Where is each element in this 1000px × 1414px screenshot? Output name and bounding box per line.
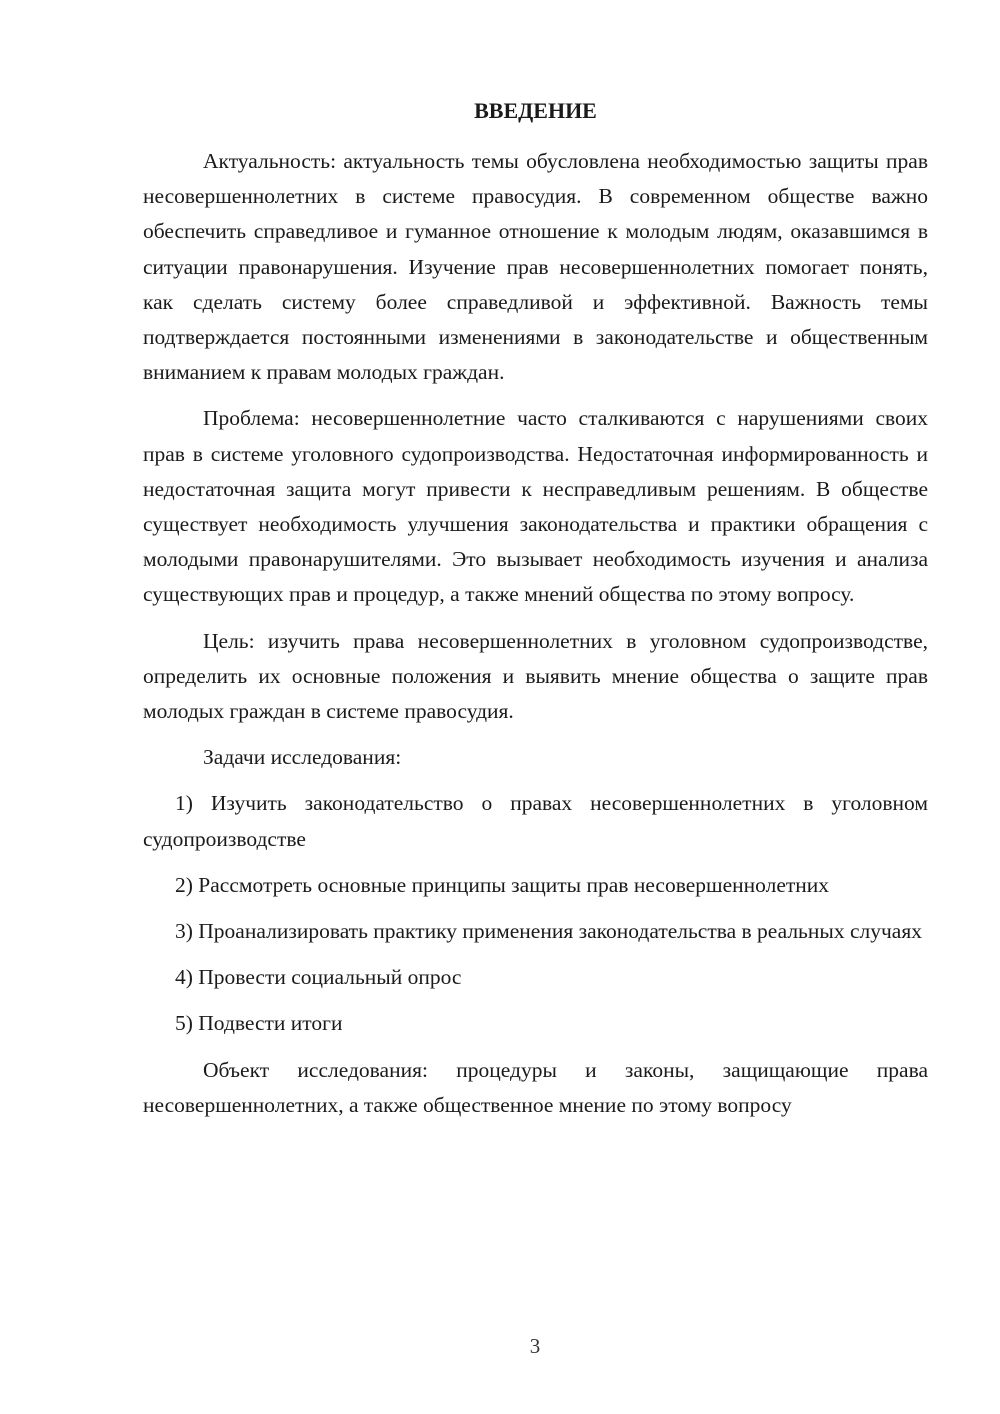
task-item-5: 5) Подвести итоги xyxy=(175,1011,343,1036)
paragraph-object: Объект исследования: процедуры и законы, защищающие права несовершеннолетних, а также общественное мнение по этому вопросу xyxy=(143,1057,928,1117)
task-item-4: 4) Провести социальный опрос xyxy=(175,965,462,990)
task-item-2: 2) Рассмотреть основные принципы защиты прав несовершеннолетних xyxy=(175,872,830,897)
paragraph-goal: Цель: изучить права несовершеннолетних в уголовном судопроизводстве, определить их основные положения и выявить мнение общества о защите прав молодых граждан в системе правосудия. xyxy=(143,628,928,724)
task-item-1: 1) Изучить законодательство о правах несовершеннолетних в уголовном судопроизводстве xyxy=(143,791,928,851)
tasks-heading: Задачи исследования: xyxy=(203,745,402,770)
page-number: 3 xyxy=(529,1334,541,1358)
document-page xyxy=(143,96,928,1134)
section-title: ВВЕДЕНИЕ xyxy=(474,98,597,123)
task-item-3: 3) Проанализировать практику применения законодательства в реальных случаях xyxy=(175,919,922,944)
paragraph-relevance: Актуальность: актуальность темы обусловлена необходимостью защиты прав несовершеннолетних в системе правосудия. В современном обществе важно обеспечить справедливое и гуманное отношение к молодым людям, оказавшимся в ситуации правонарушения. Изучение прав несовершеннолетних помогает понять, как сделать систему более справедливой и эффективной. Важность темы подтверждается постоянными изменениями в законодательстве и общественным вниманием к правам молодых граждан. xyxy=(143,149,928,385)
paragraph-problem: Проблема: несовершеннолетние часто сталкиваются с нарушениями своих прав в системе уголовного судопроизводства. Недостаточная информированность и недостаточная защита могут привести к несправедливым решениям. В обществе существует необходимость улучшения законодательства и практики обращения с молодыми правонарушителями. Это вызывает необходимость изучения и анализа существующих прав и процедур, а также мнений общества по этому вопросу. xyxy=(143,406,928,607)
